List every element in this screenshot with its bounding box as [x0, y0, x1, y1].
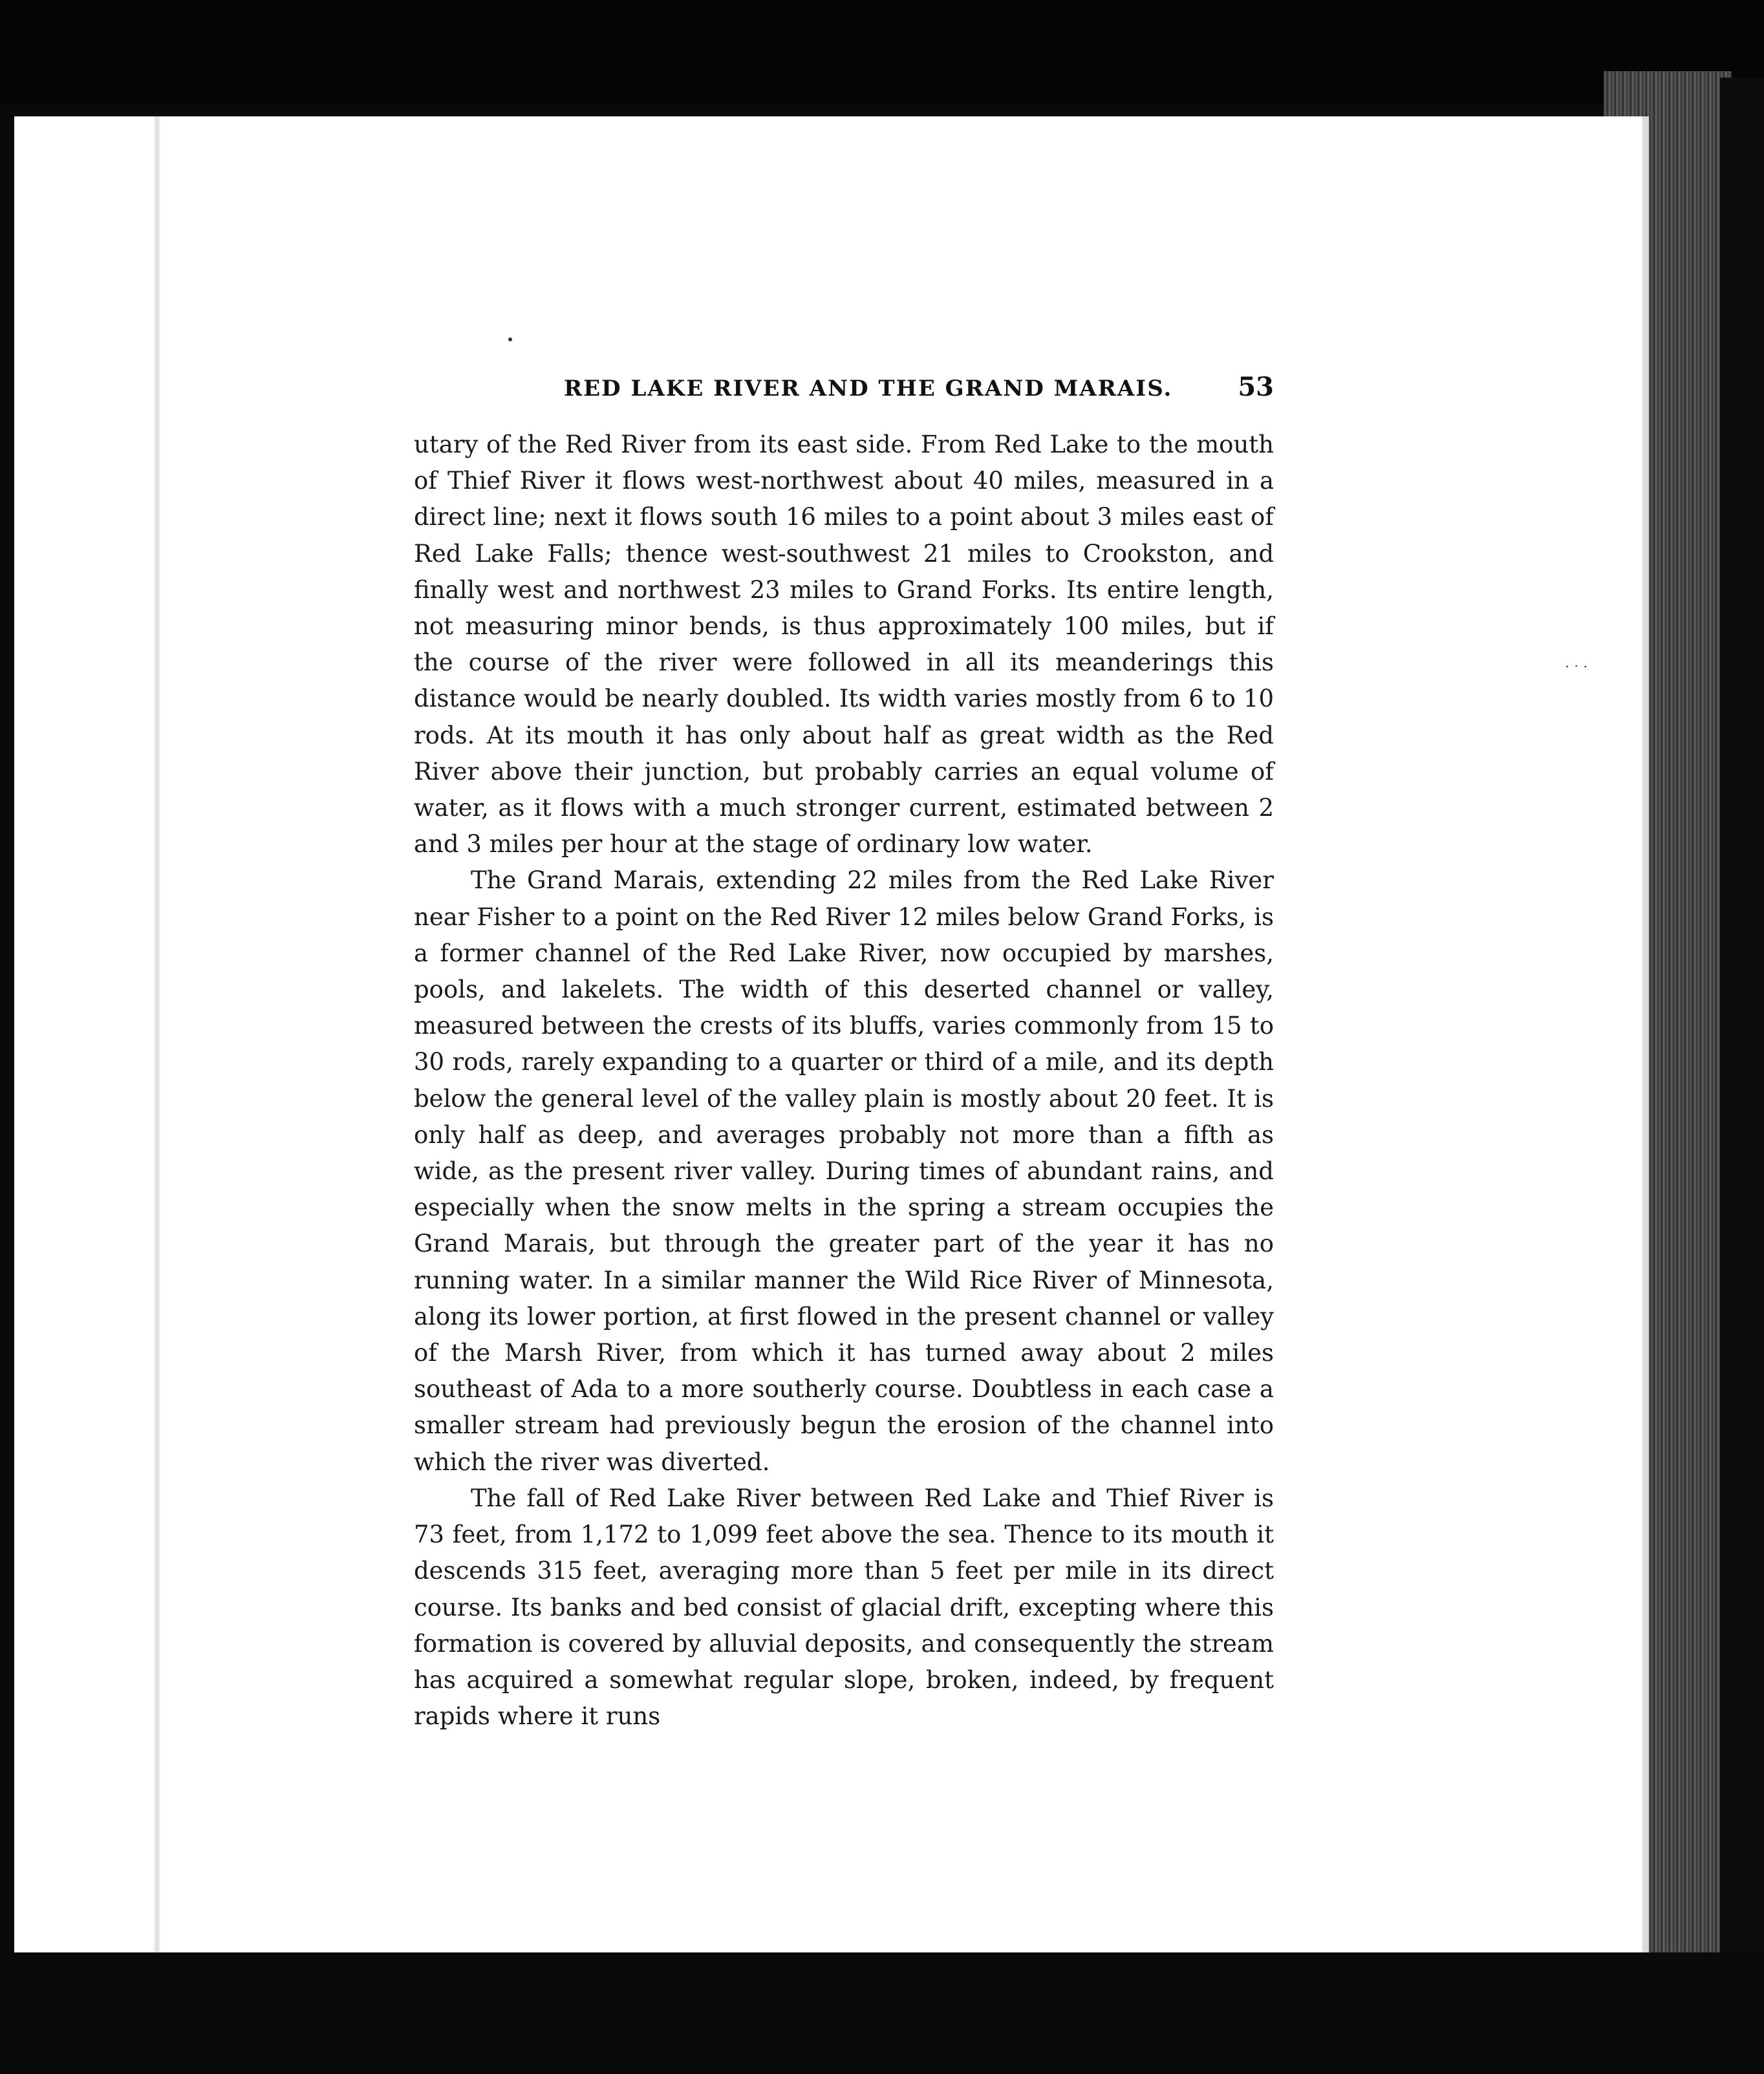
running-head: RED LAKE RIVER AND THE GRAND MARAIS.: [564, 376, 1173, 401]
page-right-edge: [1642, 116, 1649, 1952]
paragraph-1: utary of the Red River from its east side. From Red Lake to the mouth of Thief River it flows west-northwest about 40 miles, measured in a direct line; next it flows south 16 miles to a point about 3 miles east of Red Lake Falls; thence west-southwest 21 miles to Crookston, and finally west and northwest 23 miles to Grand Forks. Its entire length, not measuring minor bends, is thus approximately 100 miles, but if the course of the river were followed in all its meanderings this distance would be nearly doubled. Its width varies mostly from 6 to 10 rods. At its mouth it has only about half as great width as the Red River above their junction, but probably carries an equal volume of water, as it flows with a much stronger current, estimated between 2 and 3 miles per hour at the stage of ordinary low water.: [414, 431, 1274, 859]
body-text: [414, 427, 1274, 1735]
page-left-edge: [0, 116, 14, 1952]
paragraph-3: The fall of Red Lake River between Red Lake and Thief River is 73 feet, from 1,172 to 1,099 feet above the sea. Thence to its mouth it descends 315 feet, averaging more than 5 feet per mile in its direct course. Its banks and bed consist of glacial drift, excepting where this formation is covered by alluvial deposits, and consequently the stream has acquired a somewhat regular slope, broken, indeed, by frequent rapids where it runs: [414, 1484, 1274, 1731]
book-edge-shadow: [1720, 78, 1764, 1965]
scan-background-top: [0, 0, 1764, 103]
ink-speck: [508, 337, 512, 341]
margin-specks: · ˑ ·: [1565, 659, 1588, 676]
page-number: 53: [1238, 372, 1274, 402]
scan-background-bottom: [0, 1952, 1764, 2074]
paragraph-2: The Grand Marais, extending 22 miles from the Red Lake River near Fisher to a point on the Red River 12 miles below Grand Forks, is a former channel of the Red Lake River, now occupied by marshes, pools, and lakelets. The width of this deserted channel or valley, measured between the crests of its bluffs, varies commonly from 15 to 30 rods, rarely expanding to a quarter or third of a mile, and its depth below the general level of the valley plain is mostly about 20 feet. It is only half as deep, and averages probably not more than a fifth as wide, as the present river valley. During times of abundant rains, and especially when the snow melts in the spring a stream occupies the Grand Marais, but through the greater part of the year it has no running water. In a similar manner the Wild Rice River of Minnesota, along its lower portion, at first flowed in the present channel or valley of the Marsh River, from which it has turned away about 2 miles southeast of Ada to a more southerly course. Doubtless in each case a smaller stream had previously begun the erosion of the channel into which the river was diverted.: [414, 866, 1274, 1476]
page-header: [414, 372, 1274, 417]
page-fold-line: [154, 116, 160, 1952]
